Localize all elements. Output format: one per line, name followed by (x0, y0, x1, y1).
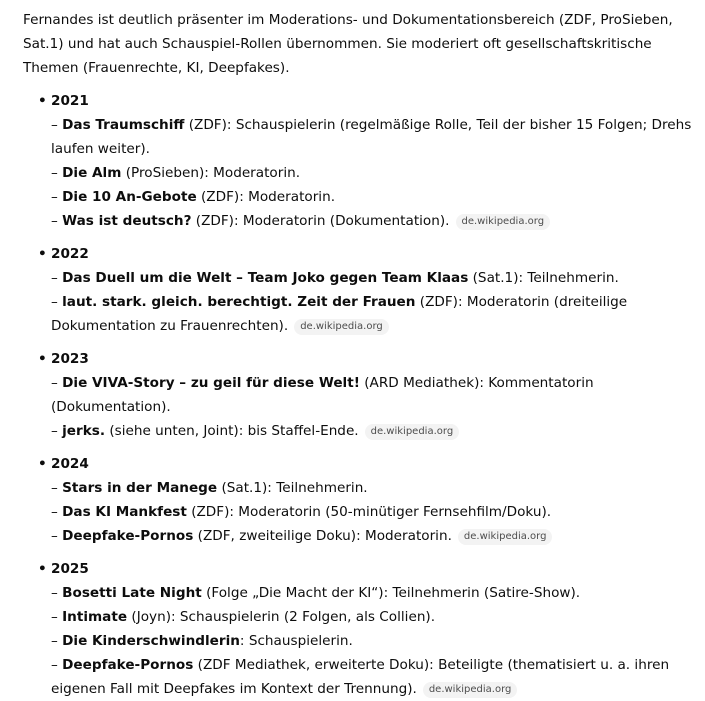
entry-dash: – (51, 189, 63, 205)
entry-description: (Sat.1): Teilnehmerin. (217, 480, 368, 496)
entry-dash: – (51, 423, 63, 439)
entry-dash: – (51, 375, 63, 391)
entry-line (51, 500, 695, 524)
entry-description: (ZDF): Schauspielerin (regelmäßige Rolle, Teil der bisher 15 Folgen; Drehs laufen weiter). (51, 117, 692, 157)
entry-title: Das Traumschiff (62, 117, 185, 133)
source-link[interactable]: de.wikipedia.org (423, 682, 518, 698)
entry-description: (ZDF): Moderatorin (50-minütiger Fernsehfilm/Doku). (186, 504, 552, 520)
entry-line (51, 653, 695, 701)
entry-line (51, 113, 695, 161)
bullet-icon: • (38, 351, 47, 367)
entry-title: Intimate (62, 609, 128, 625)
entry-dash: – (51, 504, 63, 520)
entry-title: Das Duell um die Welt – Team Joko gegen Team Klaas (62, 270, 469, 286)
entry-title: Das KI Mankfest (62, 504, 187, 520)
entry-title: Die Alm (62, 165, 122, 181)
year-item (23, 89, 695, 233)
source-link[interactable]: de.wikipedia.org (294, 319, 389, 335)
entry-line (51, 290, 695, 338)
year-heading: 2023 (51, 351, 89, 367)
intro-paragraph: Fernandes ist deutlich präsenter im Moderations- und Dokumentationsbereich (ZDF, ProSieben, Sat.1) und hat auch Schauspiel-Rollen übernommen. Sie moderiert oft gesellschaftskritische Themen (Frauenrechte, KI, Deepfakes). (23, 12, 673, 76)
entry-title: Deepfake-Pornos (62, 528, 194, 544)
year-item (23, 347, 695, 443)
entry-dash: – (51, 294, 63, 310)
year-heading: 2024 (51, 456, 89, 472)
bullet-icon: • (38, 93, 47, 109)
entry-description: : Schauspielerin. (239, 633, 353, 649)
entry-description: (Folge „Die Macht der KI“): Teilnehmerin (Satire-Show). (201, 585, 581, 601)
entry-line (51, 524, 695, 548)
entry-dash: – (51, 270, 63, 286)
entry-line (51, 581, 695, 605)
entry-line (51, 371, 695, 419)
entry-description: (ZDF, zweiteilige Doku): Moderatorin. (193, 528, 452, 544)
year-heading: 2025 (51, 561, 89, 577)
entry-dash: – (51, 657, 63, 673)
year-item (23, 242, 695, 338)
entry-description: (Joyn): Schauspielerin (2 Folgen, als Collien). (127, 609, 436, 625)
entry-line (51, 266, 695, 290)
entry-title: Stars in der Manege (62, 480, 218, 496)
source-link[interactable]: de.wikipedia.org (456, 214, 551, 230)
entry-line (51, 161, 695, 185)
entry-line (51, 476, 695, 500)
entry-description: (ARD Mediathek): Kommentatorin (Dokumentation). (51, 375, 594, 415)
entry-line (51, 209, 695, 233)
entry-title: Deepfake-Pornos (62, 657, 194, 673)
entry-title: jerks. (62, 423, 106, 439)
entry-description: (ProSieben): Moderatorin. (121, 165, 301, 181)
entry-dash: – (51, 117, 63, 133)
bullet-icon: • (38, 561, 47, 577)
bullet-icon: • (38, 246, 47, 262)
entry-line (51, 605, 695, 629)
entry-description: (ZDF): Moderatorin. (196, 189, 336, 205)
entry-description: (ZDF Mediathek, erweiterte Doku): Beteiligte (thematisiert u. a. ihren eigenen Fall mit Deepfakes im Kontext der Trennung). (51, 657, 670, 697)
year-heading: 2022 (51, 246, 89, 262)
entry-description: (ZDF): Moderatorin (Dokumentation). (191, 213, 450, 229)
entry-title: Die VIVA-Story – zu geil für diese Welt! (62, 375, 360, 391)
source-link[interactable]: de.wikipedia.org (458, 529, 553, 545)
bullet-icon: • (38, 456, 47, 472)
year-heading: 2021 (51, 93, 89, 109)
year-item (23, 557, 695, 701)
entry-dash: – (51, 609, 63, 625)
entry-description: (ZDF): Moderatorin (dreiteilige Dokumentation zu Frauenrechten). (51, 294, 628, 334)
year-list (23, 89, 695, 701)
entry-title: Was ist deutsch? (62, 213, 192, 229)
entry-dash: – (51, 165, 63, 181)
entry-dash: – (51, 480, 63, 496)
entry-dash: – (51, 585, 63, 601)
year-item (23, 452, 695, 548)
entry-line (51, 419, 695, 443)
entry-description: (Sat.1): Teilnehmerin. (468, 270, 619, 286)
entry-title: Die Kinderschwindlerin (62, 633, 240, 649)
entry-dash: – (51, 213, 63, 229)
entry-title: laut. stark. gleich. berechtigt. Zeit der Frauen (62, 294, 416, 310)
entry-dash: – (51, 633, 63, 649)
entry-line (51, 185, 695, 209)
source-link[interactable]: de.wikipedia.org (365, 424, 460, 440)
entry-description: (siehe unten, Joint): bis Staffel-Ende. (105, 423, 359, 439)
entry-title: Bosetti Late Night (62, 585, 202, 601)
entry-dash: – (51, 528, 63, 544)
entry-line (51, 629, 695, 653)
entry-title: Die 10 An-Gebote (62, 189, 197, 205)
